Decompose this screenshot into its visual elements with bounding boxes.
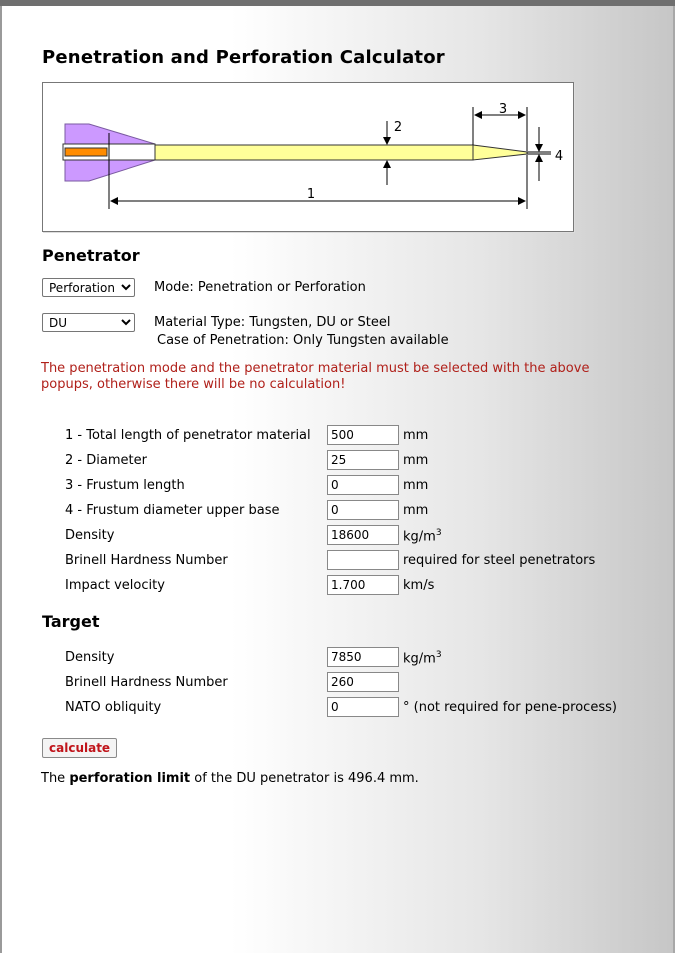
material-label-line1: Material Type: Tungsten, DU or Steel xyxy=(154,315,391,330)
target-density-input[interactable] xyxy=(327,647,399,667)
field-unit: mm xyxy=(403,478,429,493)
field-unit: mm xyxy=(403,503,429,518)
field-unit: km/s xyxy=(403,578,435,593)
field-label: 2 - Diameter xyxy=(65,453,147,468)
penetrator-diagram-svg xyxy=(43,83,573,231)
field-label: Brinell Hardness Number xyxy=(65,553,228,568)
field-unit: $kg/m^3$ xyxy=(403,528,442,545)
material-select[interactable] xyxy=(42,313,135,332)
top-border xyxy=(0,0,675,6)
field-label: 3 - Frustum length xyxy=(65,478,185,493)
nato-obliquity-input[interactable] xyxy=(327,697,399,717)
field-label: 1 - Total length of penetrator material xyxy=(65,428,311,443)
dim-label-1: 1 xyxy=(306,187,316,202)
penetrator-rod xyxy=(155,145,473,160)
material-label-line2: Case of Penetration: Only Tungsten available xyxy=(157,333,449,348)
penetrator-density-input[interactable] xyxy=(327,525,399,545)
fin-lower xyxy=(65,160,155,181)
left-border xyxy=(0,6,2,953)
frustum xyxy=(473,145,527,160)
mode-select[interactable] xyxy=(42,278,135,297)
field-unit: ° (not required for pene-process) xyxy=(403,700,617,715)
frustum-diameter-input[interactable] xyxy=(327,500,399,520)
field-unit: mm xyxy=(403,453,429,468)
mode-label: Mode: Penetration or Perforation xyxy=(154,280,366,295)
target-heading: Target xyxy=(42,612,100,631)
page-title: Penetration and Perforation Calculator xyxy=(42,47,445,68)
field-unit: required for steel penetrators xyxy=(403,553,596,568)
field-unit: $kg/m^3$ xyxy=(403,650,442,667)
field-unit: mm xyxy=(403,428,429,443)
dim-label-3: 3 xyxy=(498,102,508,117)
impact-velocity-input[interactable] xyxy=(327,575,399,595)
total-length-input[interactable] xyxy=(327,425,399,445)
result-text: The perforation limit of the DU penetrator is 496.4 mm. xyxy=(41,771,419,786)
calculate-button[interactable]: calculate xyxy=(42,738,117,758)
target-brinell-input[interactable] xyxy=(327,672,399,692)
selection-warning: The penetration mode and the penetrator material must be selected with the above popups, otherwise there will be no calculation! xyxy=(41,361,590,392)
dim-label-2: 2 xyxy=(393,120,403,135)
frustum-length-input[interactable] xyxy=(327,475,399,495)
penetrator-diagram xyxy=(42,82,574,232)
dim-label-4: 4 xyxy=(554,149,564,164)
penetrator-brinell-input[interactable] xyxy=(327,550,399,570)
field-label: Density xyxy=(65,650,115,665)
fin-upper xyxy=(65,124,155,144)
result-bold: perforation limit xyxy=(69,771,191,786)
field-label: 4 - Frustum diameter upper base xyxy=(65,503,280,518)
diameter-input[interactable] xyxy=(327,450,399,470)
core-insert xyxy=(65,148,107,156)
penetrator-heading: Penetrator xyxy=(42,246,140,265)
field-label: Impact velocity xyxy=(65,578,165,593)
field-label: NATO obliquity xyxy=(65,700,162,715)
field-label: Density xyxy=(65,528,115,543)
field-label: Brinell Hardness Number xyxy=(65,675,228,690)
